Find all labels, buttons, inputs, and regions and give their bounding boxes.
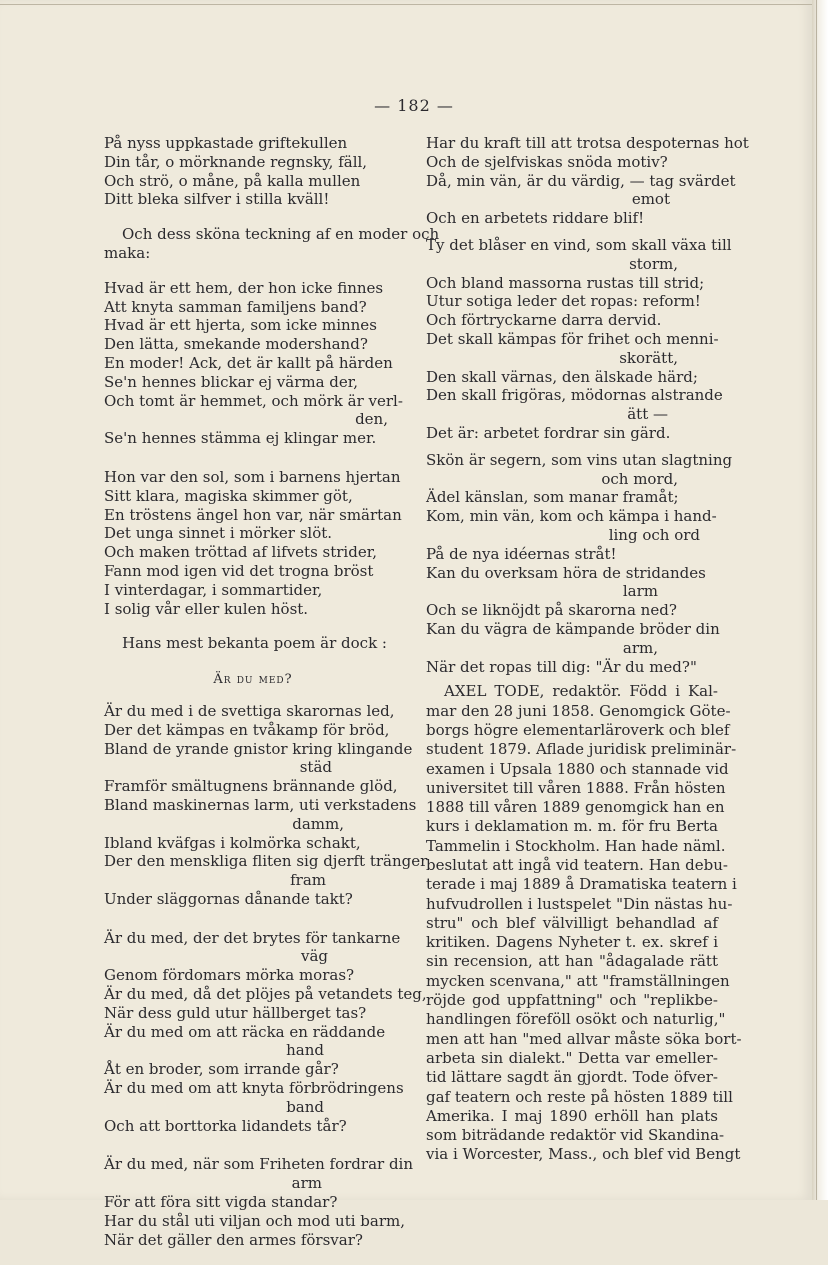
verse-line-continuation: och mord,	[601, 469, 678, 488]
prose-line: kritiken. Dagens Nyheter t. ex. skref i	[426, 933, 718, 952]
verse-line: I vinterdagar, i sommartider,	[104, 580, 323, 599]
verse-line: En tröstens ängel hon var, när smärtan	[104, 505, 402, 524]
prose-line: universitet till våren 1888. Från hösten	[426, 778, 726, 797]
verse-line: Se'n hennes blickar ej värma der,	[104, 372, 359, 391]
verse-line: En moder! Ack, det är kallt på härden	[104, 353, 393, 372]
verse-line-continuation: väg	[300, 947, 328, 966]
verse-line-continuation: storm,	[629, 254, 678, 273]
intro-paragraph-2	[104, 634, 402, 653]
verse-line: Hon var den sol, som i barnens hjertan	[104, 467, 401, 486]
verse-line-continuation: arm	[291, 1174, 322, 1193]
prose-line: beslutat att ingå vid teatern. Han debu-	[426, 855, 728, 874]
prose-line: maka:	[104, 243, 151, 262]
prose-line: kurs i deklamation m. m. för fru Berta	[426, 817, 718, 836]
verse-line: Din tår, o mörknande regnsky, fäll,	[104, 152, 368, 171]
prose-line: handlingen föreföll osökt och naturlig,"	[426, 1010, 726, 1029]
verse-line: Der den menskliga fliten sig djerft tränger	[104, 852, 428, 871]
verse-line: Och maken tröttad af lifvets strider,	[104, 543, 378, 562]
verse-line: Ädel känslan, som manar framåt;	[426, 488, 679, 507]
verse-line-continuation: skorätt,	[619, 348, 678, 367]
verse-line: Ibland kväfgas i kolmörka schakt,	[104, 833, 361, 852]
poem-stanza-1	[104, 134, 402, 209]
verse-line: Och tomt är hemmet, och mörk är verl-	[104, 391, 403, 410]
prose-line: terade i maj 1889 å Dramatiska teatern i	[426, 875, 737, 894]
prose-line: gaf teatern och reste på hösten 1889 till	[426, 1087, 733, 1106]
biography-paragraph	[426, 682, 742, 1164]
prose-line: Tammelin i Stockholm. Han hade näml.	[426, 836, 726, 855]
verse-line-continuation: damm,	[292, 814, 344, 833]
prose-line: mycken scenvana," att "framställningen	[426, 971, 730, 990]
poem-stanza-6	[104, 1155, 414, 1249]
verse-line-continuation: band	[286, 1097, 324, 1116]
verse-line: Framför smältugnens brännande glöd,	[104, 777, 398, 796]
verse-line: Och en arbetets riddare blif!	[426, 209, 645, 228]
verse-line-continuation: ätt —	[627, 405, 668, 424]
prose-line: men att han "med allvar måste söka bort-	[426, 1029, 742, 1048]
verse-line-continuation: den,	[355, 410, 388, 429]
verse-line: Kan du overksam höra de stridandes	[426, 563, 706, 582]
poem-stanza-2	[104, 279, 402, 448]
verse-line: Ditt bleka silfver i stilla kväll!	[104, 190, 330, 209]
verse-line: Fann mod igen vid det trogna bröst	[104, 561, 374, 580]
prose-line: som biträdande redaktör vid Skandina-	[426, 1126, 725, 1145]
prose-line: hufvudrollen i lustspelet "Din nästas hu-	[426, 894, 733, 913]
verse-line: När det ropas till dig: "Är du med?"	[426, 657, 697, 676]
verse-line: Och se liknöjdt på skarorna ned?	[426, 601, 677, 620]
prose-line: tid lättare sagdt än gjordt. Tode öfver-	[426, 1068, 718, 1087]
verse-line-continuation: hand	[286, 1041, 324, 1060]
verse-line: När det gäller den armes försvar?	[104, 1230, 363, 1249]
verse-line: Att knyta samman familjens band?	[104, 297, 367, 316]
verse-line: Hvad är ett hjerta, som icke minnes	[104, 316, 377, 335]
verse-line: Ty det blåser en vind, som skall växa till	[426, 235, 732, 254]
verse-line: Har du stål uti viljan och mod uti barm,	[104, 1211, 406, 1230]
verse-line: Är du med, der det brytes för tankarne	[104, 928, 401, 947]
verse-line: Då, min vän, är du värdig, — tag svärdet	[426, 171, 736, 190]
verse-line: Der det kämpas en tvåkamp för bröd,	[104, 720, 390, 739]
verse-line: Under släggornas dånande takt?	[104, 889, 353, 908]
intro-paragraph-1	[104, 225, 440, 263]
verse-line: Är du med i de svettiga skarornas led,	[104, 701, 395, 720]
poem-stanza-4	[104, 701, 428, 909]
prose-line: AXEL TODE, redaktör. Född i Kal-	[444, 682, 718, 701]
prose-line: Amerika. I maj 1890 erhöll han plats	[426, 1106, 718, 1125]
verse-line: Utur sotiga leder det ropas: reform!	[426, 292, 701, 311]
verse-line: Och bland massorna rustas till strid;	[426, 273, 705, 292]
page-edge	[812, 0, 828, 1200]
verse-line: I solig vår eller kulen höst.	[104, 599, 309, 618]
verse-line: På nyss uppkastade griftekullen	[104, 134, 348, 152]
poem-stanza-3	[104, 468, 402, 618]
verse-line: När dess guld utur hällberget tas?	[104, 1003, 367, 1022]
prose-line: röjde god uppfattning" och "replikbe-	[426, 991, 718, 1010]
verse-line: Det skall kämpas för frihet och menni-	[426, 329, 719, 348]
poem-title-text: Är du med?	[213, 672, 293, 688]
verse-line: Det unga sinnet i mörker slöt.	[104, 524, 333, 543]
page-number: — 182 —	[374, 96, 454, 115]
verse-line: Och förtryckarne darra dervid.	[426, 311, 662, 330]
verse-line: Och de sjelfviskas snöda motiv?	[426, 152, 668, 171]
top-rule	[0, 4, 812, 5]
poem-stanza-8	[426, 235, 732, 443]
prose-line: sin recension, att han "ådagalade rätt	[426, 952, 718, 971]
verse-line: Kom, min vän, kom och kämpa i hand-	[426, 507, 717, 526]
prose-line: arbeta sin dialekt." Detta var emeller-	[426, 1048, 718, 1067]
verse-line: Hvad är ett hem, der hon icke finnes	[104, 278, 384, 297]
prose-line: stru" och blef välvilligt behandlad af	[426, 913, 718, 932]
prose-line: via i Worcester, Mass., och blef vid Bengt	[426, 1145, 741, 1164]
verse-line: Sitt klara, magiska skimmer göt,	[104, 486, 353, 505]
verse-line-continuation: emot	[631, 190, 670, 209]
verse-line: Och strö, o måne, på kalla mullen	[104, 171, 361, 190]
verse-line: Är du med om att knyta förbrödringens	[104, 1079, 404, 1098]
verse-line: Bland de yrande gnistor kring klingande	[104, 739, 413, 758]
verse-line: Det är: arbetet fordrar sin gärd.	[426, 423, 671, 442]
poem-title	[104, 669, 402, 690]
verse-line: Den skall värnas, den älskade härd;	[426, 367, 698, 386]
verse-line: Skön är segern, som vins utan slagtning	[426, 450, 733, 469]
prose-line: Och dess sköna teckning af en moder och	[122, 225, 440, 244]
poem-stanza-9	[426, 450, 733, 677]
prose-line: 1888 till våren 1889 genomgick han en	[426, 798, 725, 817]
verse-line-continuation: fram	[290, 871, 326, 890]
verse-line: Är du med, när som Friheten fordrar din	[104, 1155, 414, 1174]
prose-line: examen i Upsala 1880 och stannade vid	[426, 759, 729, 778]
prose-line: borgs högre elementarläroverk och blef	[426, 720, 730, 739]
prose-line: student 1879. Aflade juridisk preliminär-	[426, 740, 737, 759]
verse-line: Bland maskinernas larm, uti verkstadens	[104, 795, 417, 814]
verse-line: Genom fördomars mörka moras?	[104, 966, 355, 985]
verse-line: Är du med, då det plöjes på vetandets teg,	[104, 985, 427, 1004]
verse-line: Har du kraft till att trotsa despoternas hot	[426, 134, 749, 152]
verse-line: På de nya idéernas stråt!	[426, 544, 617, 563]
verse-line-continuation: ling och ord	[608, 525, 700, 544]
verse-line-continuation: larm	[622, 582, 658, 601]
poem-stanza-5	[104, 928, 427, 1136]
prose-line: mar den 28 juni 1858. Genomgick Göte-	[426, 701, 731, 720]
verse-line: Den lätta, smekande modershand?	[104, 335, 368, 354]
verse-line: Se'n hennes stämma ej klingar mer.	[104, 429, 377, 448]
verse-line: Den skall frigöras, mödornas alstrande	[426, 386, 723, 405]
verse-line: Åt en broder, som irrande går?	[104, 1060, 339, 1079]
verse-line: Och att borttorka lidandets tår?	[104, 1116, 347, 1135]
verse-line: För att föra sitt vigda standar?	[104, 1193, 338, 1212]
prose-line: Hans mest bekanta poem är dock :	[122, 634, 387, 653]
left-column	[104, 134, 440, 1265]
verse-line: Kan du vägra de kämpande bröder din	[426, 619, 720, 638]
right-column	[426, 134, 749, 1165]
verse-line-continuation: städ	[299, 758, 332, 777]
verse-line: Är du med om att räcka en räddande	[104, 1022, 386, 1041]
poem-stanza-7	[426, 134, 749, 228]
verse-line-continuation: arm,	[622, 638, 658, 657]
